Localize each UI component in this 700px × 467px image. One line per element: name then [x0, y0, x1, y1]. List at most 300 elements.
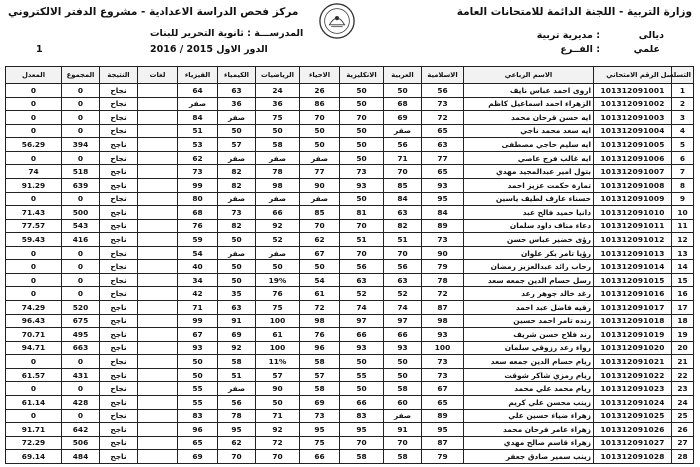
- arabic-cell: 97: [384, 314, 422, 328]
- english-cell: 52: [340, 287, 384, 301]
- student-name-cell: ايه غالب فرج عاصي: [464, 151, 594, 165]
- islamic-cell: 77: [422, 151, 464, 165]
- languages-cell: [138, 423, 178, 437]
- serial-cell: 20: [672, 341, 694, 355]
- result-cell: نجاح: [100, 273, 138, 287]
- table-row: [6, 368, 694, 382]
- chemistry-cell: 50: [218, 260, 256, 274]
- student-name-cell: ايه سعد محمد ناجي: [464, 124, 594, 138]
- exam-round: الدور الاول 2015 / 2016: [150, 44, 268, 55]
- islamic-cell: 73: [422, 355, 464, 369]
- languages-cell: [138, 138, 178, 152]
- branch-label: الفــرع :: [560, 44, 600, 55]
- math-cell: 50: [256, 260, 300, 274]
- english-cell: 50: [340, 382, 384, 396]
- chemistry-cell: 50: [218, 233, 256, 247]
- total-cell: 495: [62, 328, 100, 342]
- exam-number-cell: 101312091017: [594, 301, 672, 315]
- chemistry-cell: 35: [218, 287, 256, 301]
- average-cell: 77.57: [6, 219, 62, 233]
- biology-cell: 61: [300, 287, 340, 301]
- biology-cell: 72: [300, 301, 340, 315]
- student-name-cell: اروى احمد عباس نايف: [464, 84, 594, 98]
- math-cell: 72: [256, 436, 300, 450]
- languages-cell: [138, 165, 178, 179]
- languages-cell: [138, 246, 178, 260]
- islamic-cell: 93: [422, 328, 464, 342]
- table-row: [6, 84, 694, 98]
- serial-cell: 10: [672, 206, 694, 220]
- arabic-cell: 91: [384, 423, 422, 437]
- english-cell: 66: [340, 328, 384, 342]
- average-cell: 61.14: [6, 395, 62, 409]
- average-cell: 0: [6, 151, 62, 165]
- exam-number-cell: 101312091006: [594, 151, 672, 165]
- student-name-cell: رند فلاح حسن شريف: [464, 328, 594, 342]
- languages-cell: [138, 341, 178, 355]
- arabic-cell: 82: [384, 219, 422, 233]
- average-cell: 96.43: [6, 314, 62, 328]
- average-cell: 91.71: [6, 423, 62, 437]
- physics-cell: 54: [178, 246, 218, 260]
- serial-cell: 18: [672, 314, 694, 328]
- arabic-cell: 93: [384, 341, 422, 355]
- ministry-seal: [318, 2, 356, 40]
- biology-cell: 50: [300, 124, 340, 138]
- exam-number-cell: 101312091010: [594, 206, 672, 220]
- exam-number-cell: 101312091004: [594, 124, 672, 138]
- result-cell: ناجح: [100, 314, 138, 328]
- math-cell: 19%: [256, 273, 300, 287]
- chemistry-cell: 62: [218, 436, 256, 450]
- table-row: [6, 423, 694, 437]
- total-cell: 0: [62, 151, 100, 165]
- physics-cell: 84: [178, 111, 218, 125]
- serial-cell: 7: [672, 165, 694, 179]
- exam-number-cell: 101312091018: [594, 314, 672, 328]
- serial-cell: 16: [672, 287, 694, 301]
- languages-cell: [138, 409, 178, 423]
- languages-cell: [138, 84, 178, 98]
- physics-cell: 69: [178, 450, 218, 464]
- total-cell: 484: [62, 450, 100, 464]
- col-header: الاسلامية: [422, 67, 464, 84]
- average-cell: 0: [6, 355, 62, 369]
- physics-cell: 42: [178, 287, 218, 301]
- biology-cell: 95: [300, 423, 340, 437]
- serial-cell: 27: [672, 436, 694, 450]
- chemistry-cell: 82: [218, 165, 256, 179]
- serial-cell: 9: [672, 192, 694, 206]
- math-cell: 90: [256, 382, 300, 396]
- english-cell: 56: [340, 260, 384, 274]
- student-name-cell: زهراء قاسم صالح مهدي: [464, 436, 594, 450]
- table-row: [6, 436, 694, 450]
- student-name-cell: ريام محمد علي محمد: [464, 382, 594, 396]
- student-name-cell: رنده تامر احمد حسين: [464, 314, 594, 328]
- islamic-cell: 90: [422, 246, 464, 260]
- chemistry-cell: 82: [218, 178, 256, 192]
- exam-number-cell: 101312091026: [594, 423, 672, 437]
- physics-cell: 93: [178, 341, 218, 355]
- physics-cell: 65: [178, 436, 218, 450]
- physics-cell: 51: [178, 124, 218, 138]
- serial-cell: 28: [672, 450, 694, 464]
- islamic-cell: 84: [422, 206, 464, 220]
- islamic-cell: 65: [422, 124, 464, 138]
- islamic-cell: 65: [422, 395, 464, 409]
- arabic-cell: 60: [384, 395, 422, 409]
- average-cell: 74.29: [6, 301, 62, 315]
- result-cell: نجاح: [100, 246, 138, 260]
- chemistry-cell: 91: [218, 314, 256, 328]
- student-name-cell: زهراء ضياء حسين علي: [464, 409, 594, 423]
- languages-cell: [138, 368, 178, 382]
- result-cell: نجاح: [100, 260, 138, 274]
- average-cell: 0: [6, 84, 62, 98]
- exam-number-cell: 101312091028: [594, 450, 672, 464]
- english-cell: 66: [340, 395, 384, 409]
- math-cell: 50: [256, 124, 300, 138]
- student-name-cell: زهراء عامر فرحان محمد: [464, 423, 594, 437]
- average-cell: 59.43: [6, 233, 62, 247]
- chemistry-cell: صفر: [218, 111, 256, 125]
- physics-cell: 67: [178, 328, 218, 342]
- chemistry-cell: 70: [218, 450, 256, 464]
- average-cell: 0: [6, 260, 62, 274]
- average-cell: 94.71: [6, 341, 62, 355]
- table-row: [6, 341, 694, 355]
- student-name-cell: الزهراء احمد اسماعيل كاظم: [464, 97, 594, 111]
- biology-cell: صفر: [300, 151, 340, 165]
- serial-cell: 25: [672, 409, 694, 423]
- biology-cell: 98: [300, 314, 340, 328]
- average-cell: 0: [6, 111, 62, 125]
- languages-cell: [138, 328, 178, 342]
- arabic-cell: 58: [384, 382, 422, 396]
- average-cell: 61.57: [6, 368, 62, 382]
- arabic-cell: 70: [384, 165, 422, 179]
- student-name-cell: ريام رمزي شاكر شوقت: [464, 368, 594, 382]
- table-row: [6, 260, 694, 274]
- branch-value: علمي: [633, 44, 660, 55]
- serial-cell: 13: [672, 246, 694, 260]
- table-row: [6, 178, 694, 192]
- student-name-cell: رسل حسام الدين جمعه سعد: [464, 273, 594, 287]
- exam-number-cell: 101312091007: [594, 165, 672, 179]
- directorate-value: ديالى: [638, 30, 664, 41]
- islamic-cell: 56: [422, 84, 464, 98]
- arabic-cell: 84: [384, 192, 422, 206]
- exam-number-cell: 101312091013: [594, 246, 672, 260]
- math-cell: 100: [256, 314, 300, 328]
- table-row: [6, 165, 694, 179]
- table-row: [6, 138, 694, 152]
- english-cell: 50: [340, 355, 384, 369]
- physics-cell: صفر: [178, 97, 218, 111]
- math-cell: صفر: [256, 151, 300, 165]
- total-cell: 506: [62, 436, 100, 450]
- student-name-cell: زينب محسن علي كريم: [464, 395, 594, 409]
- math-cell: 36: [256, 97, 300, 111]
- student-name-cell: دعاء مناف داود سلمان: [464, 219, 594, 233]
- total-cell: 642: [62, 423, 100, 437]
- serial-cell: 12: [672, 233, 694, 247]
- col-header: العربية: [384, 67, 422, 84]
- center-title: مركز فحص الدراسة الاعدادية - مشروع الدفتر الالكتروني: [8, 6, 299, 18]
- math-cell: 57: [256, 368, 300, 382]
- serial-cell: 26: [672, 423, 694, 437]
- table-row: [6, 450, 694, 464]
- languages-cell: [138, 219, 178, 233]
- col-header: النتيجة: [100, 67, 138, 84]
- english-cell: 50: [340, 97, 384, 111]
- exam-number-cell: 101312091005: [594, 138, 672, 152]
- languages-cell: [138, 314, 178, 328]
- ministry-title: وزارة التربية - اللجنة الدائمة للامتحانات العامة: [456, 6, 692, 18]
- total-cell: 0: [62, 382, 100, 396]
- arabic-cell: 50: [384, 355, 422, 369]
- math-cell: 76: [256, 287, 300, 301]
- chemistry-cell: 63: [218, 84, 256, 98]
- total-cell: 639: [62, 178, 100, 192]
- exam-number-cell: 101312091021: [594, 355, 672, 369]
- biology-cell: 70: [300, 111, 340, 125]
- chemistry-cell: 56: [218, 395, 256, 409]
- col-header: التسلسل: [672, 67, 694, 84]
- english-cell: 83: [340, 409, 384, 423]
- math-cell: 100: [256, 341, 300, 355]
- table-row: [6, 355, 694, 369]
- exam-number-cell: 101312091002: [594, 97, 672, 111]
- physics-cell: 83: [178, 409, 218, 423]
- table-row: [6, 382, 694, 396]
- exam-number-cell: 101312091019: [594, 328, 672, 342]
- table-header-row: [6, 67, 694, 84]
- total-cell: 675: [62, 314, 100, 328]
- english-cell: 73: [340, 165, 384, 179]
- chemistry-cell: 50: [218, 124, 256, 138]
- student-name-cell: رؤيا تامر بكر علوان: [464, 246, 594, 260]
- english-cell: 70: [340, 436, 384, 450]
- languages-cell: [138, 395, 178, 409]
- islamic-cell: 98: [422, 314, 464, 328]
- chemistry-cell: 95: [218, 423, 256, 437]
- total-cell: 0: [62, 273, 100, 287]
- physics-cell: 76: [178, 219, 218, 233]
- english-cell: 50: [340, 192, 384, 206]
- languages-cell: [138, 301, 178, 315]
- chemistry-cell: 51: [218, 368, 256, 382]
- arabic-cell: 69: [384, 111, 422, 125]
- physics-cell: 80: [178, 192, 218, 206]
- biology-cell: 50: [300, 138, 340, 152]
- total-cell: 428: [62, 395, 100, 409]
- average-cell: 0: [6, 273, 62, 287]
- table-row: [6, 301, 694, 315]
- table-row: [6, 124, 694, 138]
- results-table: [5, 66, 694, 464]
- arabic-cell: 63: [384, 273, 422, 287]
- result-cell: ناجح: [100, 423, 138, 437]
- biology-cell: 57: [300, 368, 340, 382]
- islamic-cell: 95: [422, 423, 464, 437]
- serial-cell: 24: [672, 395, 694, 409]
- biology-cell: 70: [300, 219, 340, 233]
- student-name-cell: رقيه فاضل عبد احمد: [464, 301, 594, 315]
- result-cell: ناجح: [100, 368, 138, 382]
- english-cell: 55: [340, 368, 384, 382]
- chemistry-cell: 92: [218, 341, 256, 355]
- serial-cell: 3: [672, 111, 694, 125]
- math-cell: صفر: [256, 246, 300, 260]
- math-cell: 61: [256, 328, 300, 342]
- col-header: الفيزياء: [178, 67, 218, 84]
- languages-cell: [138, 382, 178, 396]
- serial-cell: 6: [672, 151, 694, 165]
- average-cell: 0: [6, 382, 62, 396]
- arabic-cell: 70: [384, 246, 422, 260]
- arabic-cell: 50: [384, 84, 422, 98]
- student-name-cell: رواء رعد رزوقي سلمان: [464, 341, 594, 355]
- serial-cell: 4: [672, 124, 694, 138]
- total-cell: 0: [62, 97, 100, 111]
- math-cell: 66: [256, 206, 300, 220]
- physics-cell: 73: [178, 165, 218, 179]
- languages-cell: [138, 355, 178, 369]
- biology-cell: صفر: [300, 192, 340, 206]
- average-cell: 0: [6, 246, 62, 260]
- result-cell: ناجح: [100, 450, 138, 464]
- arabic-cell: 66: [384, 328, 422, 342]
- biology-cell: 96: [300, 341, 340, 355]
- chemistry-cell: 78: [218, 409, 256, 423]
- exam-number-cell: 101312091009: [594, 192, 672, 206]
- math-cell: 98: [256, 178, 300, 192]
- physics-cell: 53: [178, 138, 218, 152]
- islamic-cell: 72: [422, 111, 464, 125]
- col-header: لغات: [138, 67, 178, 84]
- table-row: [6, 111, 694, 125]
- exam-number-cell: 101312091015: [594, 273, 672, 287]
- physics-cell: 55: [178, 395, 218, 409]
- student-name-cell: ايه حسن قرحان محمد: [464, 111, 594, 125]
- exam-number-cell: 101312091025: [594, 409, 672, 423]
- serial-cell: 5: [672, 138, 694, 152]
- exam-number-cell: 101312091024: [594, 395, 672, 409]
- islamic-cell: 63: [422, 138, 464, 152]
- exam-number-cell: 101312091016: [594, 287, 672, 301]
- chemistry-cell: 36: [218, 97, 256, 111]
- arabic-cell: 74: [384, 301, 422, 315]
- islamic-cell: 89: [422, 219, 464, 233]
- col-header: الرقم الامتحاني: [594, 67, 672, 84]
- total-cell: 520: [62, 301, 100, 315]
- result-cell: ناجح: [100, 395, 138, 409]
- average-cell: 0: [6, 409, 62, 423]
- english-cell: 95: [340, 423, 384, 437]
- result-cell: ناجح: [100, 328, 138, 342]
- table-body: [6, 84, 694, 464]
- result-cell: ناجح: [100, 233, 138, 247]
- islamic-cell: 95: [422, 192, 464, 206]
- biology-cell: 50: [300, 260, 340, 274]
- physics-cell: 99: [178, 178, 218, 192]
- languages-cell: [138, 273, 178, 287]
- physics-cell: 40: [178, 260, 218, 274]
- islamic-cell: 87: [422, 436, 464, 450]
- math-cell: 52: [256, 233, 300, 247]
- math-cell: 78: [256, 165, 300, 179]
- total-cell: 0: [62, 111, 100, 125]
- languages-cell: [138, 151, 178, 165]
- chemistry-cell: 63: [218, 301, 256, 315]
- math-cell: 11%: [256, 355, 300, 369]
- islamic-cell: 87: [422, 301, 464, 315]
- average-cell: 91.29: [6, 178, 62, 192]
- math-cell: صفر: [256, 192, 300, 206]
- islamic-cell: 73: [422, 97, 464, 111]
- serial-cell: 17: [672, 301, 694, 315]
- table-row: [6, 206, 694, 220]
- serial-cell: 19: [672, 328, 694, 342]
- biology-cell: 76: [300, 328, 340, 342]
- result-cell: نجاح: [100, 124, 138, 138]
- biology-cell: 77: [300, 165, 340, 179]
- table-row: [6, 273, 694, 287]
- serial-cell: 8: [672, 178, 694, 192]
- exam-number-cell: 101312091022: [594, 368, 672, 382]
- total-cell: 0: [62, 409, 100, 423]
- biology-cell: 26: [300, 84, 340, 98]
- result-cell: نجاح: [100, 192, 138, 206]
- physics-cell: 55: [178, 382, 218, 396]
- biology-cell: 73: [300, 409, 340, 423]
- english-cell: 93: [340, 178, 384, 192]
- total-cell: 0: [62, 192, 100, 206]
- result-cell: ناجح: [100, 165, 138, 179]
- arabic-cell: 50: [384, 368, 422, 382]
- math-cell: 75: [256, 111, 300, 125]
- biology-cell: 67: [300, 246, 340, 260]
- exam-number-cell: 101312091020: [594, 341, 672, 355]
- student-name-cell: حسناء عارف لطيف ياسين: [464, 192, 594, 206]
- student-name-cell: رؤى خضير عباس حسن: [464, 233, 594, 247]
- biology-cell: 62: [300, 233, 340, 247]
- student-name-cell: ريام حسام الدين جمعه سعد: [464, 355, 594, 369]
- languages-cell: [138, 436, 178, 450]
- arabic-cell: 85: [384, 178, 422, 192]
- languages-cell: [138, 206, 178, 220]
- arabic-cell: صفر: [384, 124, 422, 138]
- student-name-cell: رغد خالد جوهر رعد: [464, 287, 594, 301]
- result-cell: نجاح: [100, 287, 138, 301]
- islamic-cell: 100: [422, 341, 464, 355]
- languages-cell: [138, 178, 178, 192]
- total-cell: 0: [62, 355, 100, 369]
- result-cell: ناجح: [100, 219, 138, 233]
- total-cell: 394: [62, 138, 100, 152]
- english-cell: 70: [340, 111, 384, 125]
- chemistry-cell: 58: [218, 355, 256, 369]
- islamic-cell: 89: [422, 409, 464, 423]
- math-cell: 92: [256, 423, 300, 437]
- col-header: المجموع: [62, 67, 100, 84]
- student-name-cell: زينب سمير صادق جعفر: [464, 450, 594, 464]
- languages-cell: [138, 111, 178, 125]
- math-cell: 70: [256, 450, 300, 464]
- page-number: 1: [36, 44, 43, 55]
